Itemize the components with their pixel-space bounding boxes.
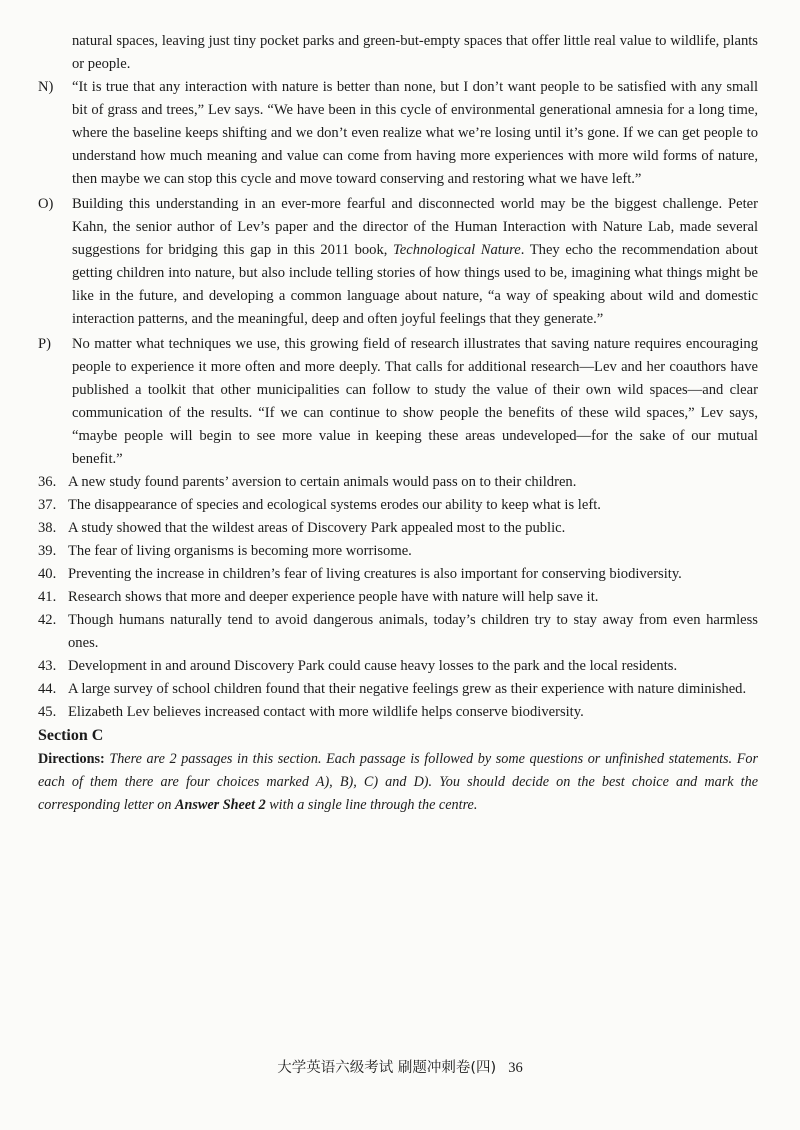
paragraph-text <box>72 193 758 331</box>
question-text: Development in and around Discovery Park could cause heavy losses to the park and the local residents. <box>68 658 678 674</box>
question-number: 41. <box>38 589 57 605</box>
directions-text-part: There are 2 passages in this section. Each passage is followed by some questions or unfinished statements. For each of them there are four choices marked A), B), C) and D). You should decide on the best choice and mark the corresponding letter on <box>38 751 758 813</box>
question-item <box>38 517 758 540</box>
question-number: 40. <box>38 566 57 582</box>
book-title: Technological Nature <box>393 242 521 258</box>
footer-title: 大学英语六级考试 刷题冲刺卷(四) <box>277 1060 497 1076</box>
page-number: 36 <box>508 1060 523 1076</box>
question-item <box>38 494 758 517</box>
question-number: 37. <box>38 497 57 513</box>
question-text: A new study found parents’ aversion to certain animals would pass on to their children. <box>68 474 577 490</box>
question-text: Preventing the increase in children’s fear of living creatures is also important for conserving biodiversity. <box>68 566 682 582</box>
question-text: The fear of living organisms is becoming more worrisome. <box>68 543 412 559</box>
question-text: A study showed that the wildest areas of Discovery Park appealed most to the public. <box>68 520 566 536</box>
page-content <box>38 30 758 817</box>
paragraph-mark: O) <box>38 196 54 212</box>
question-number: 39. <box>38 543 57 559</box>
paragraph-n <box>38 76 758 191</box>
paragraph-o <box>38 193 758 331</box>
question-text: A large survey of school children found that their negative feelings grew as their experience with nature diminished. <box>68 681 747 697</box>
question-item <box>38 563 758 586</box>
question-text: The disappearance of species and ecological systems erodes our ability to keep what is left. <box>68 497 601 513</box>
section-title: Section C <box>38 727 104 744</box>
question-number: 43. <box>38 658 57 674</box>
paragraph-text-part: . They echo the recommendation about getting children into nature, but also include telling stories of how things used to be, imagining what things might be like in the future, and developing a common language about nature, “a way of speaking about wild and domestic interaction patterns, and the meaningful, deep and often joyful feelings that they generate.” <box>72 242 758 327</box>
question-list <box>38 471 758 724</box>
directions <box>38 748 758 817</box>
question-item <box>38 540 758 563</box>
question-item <box>38 471 758 494</box>
directions-text-part: with a single line through the centre. <box>265 797 478 813</box>
question-number: 42. <box>38 612 57 628</box>
directions-text <box>38 751 758 813</box>
paragraph-text-part: Building this understanding in an ever-more fearful and disconnected world may be the biggest challenge. Peter Kahn, the senior author of Lev’s paper and the director of the Human Interaction with Nature Lab, made several suggestions for bridging this gap in this 2011 book, <box>72 196 758 258</box>
paragraph-mark: N) <box>38 79 54 95</box>
paragraph-mark: P) <box>38 336 51 352</box>
question-item <box>38 678 758 701</box>
answer-sheet-label: Answer Sheet 2 <box>175 797 266 813</box>
question-number: 38. <box>38 520 57 536</box>
question-item <box>38 701 758 724</box>
question-item <box>38 609 758 655</box>
paragraph-text: “It is true that any interaction with nature is better than none, but I don’t want people to be satisfied with any small bit of grass and trees,” Lev says. “We have been in this cycle of environmental generational amnesia for a long time, where the baseline keeps shifting and we don’t even realize what we’re losing until it’s gone. If we can get people to understand how much meaning and value can come from having more experiences with more wild forms of nature, then maybe we can stop this cycle and move toward conserving and restoring what we have left.” <box>72 79 758 187</box>
question-number: 44. <box>38 681 57 697</box>
question-text: Research shows that more and deeper experience people have with nature will help save it. <box>68 589 599 605</box>
question-number: 45. <box>38 704 57 720</box>
intro-continuation: natural spaces, leaving just tiny pocket parks and green-but-empty spaces that offer little real value to wildlife, plants or people. <box>72 33 758 72</box>
question-item <box>38 586 758 609</box>
question-number: 36. <box>38 474 57 490</box>
question-item <box>38 655 758 678</box>
question-text: Elizabeth Lev believes increased contact with more wildlife helps conserve biodiversity. <box>68 704 584 720</box>
question-text: Though humans naturally tend to avoid dangerous animals, today’s children try to stay away from even harmless ones. <box>68 612 758 651</box>
paragraph-p <box>38 333 758 471</box>
paragraph-text: No matter what techniques we use, this growing field of research illustrates that saving nature requires encouraging people to experience it more often and more deeply. That calls for additional research—Lev and her coauthors have published a toolkit that other municipalities can follow to study the value of their own wild spaces—and clear communication of the results. “If we can continue to show people the benefits of these wild spaces,” Lev says, “maybe people will begin to see more value in keeping these areas undeveloped—for the sake of our mutual benefit.” <box>72 336 758 467</box>
directions-label: Directions: <box>38 751 105 767</box>
page-footer <box>0 1056 800 1077</box>
